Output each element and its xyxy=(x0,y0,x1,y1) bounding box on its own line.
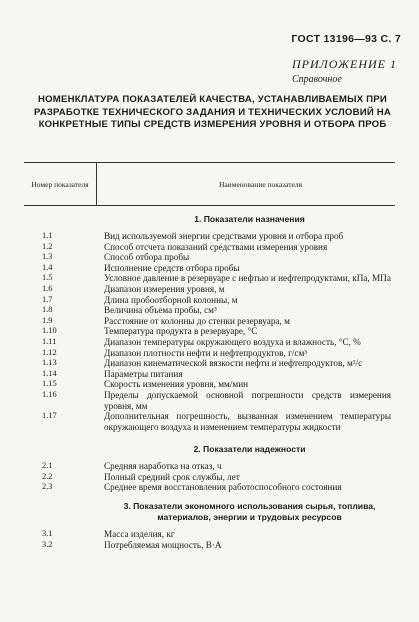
standard-code: ГОСТ 13196—93 С. 7 xyxy=(291,33,401,45)
indicator-number: 1.13 xyxy=(42,358,57,368)
indicator-number: 2.1 xyxy=(42,461,53,471)
appendix-type: Справочное xyxy=(292,74,342,85)
indicator-number: 2.2 xyxy=(42,471,53,481)
table-row xyxy=(24,242,395,253)
table-row xyxy=(24,231,395,242)
indicator-number: 1.15 xyxy=(42,379,57,389)
indicator-name: Пределы допускаемой основной погрешности средств измерения уровня, мм xyxy=(104,389,391,411)
header-name: Наименование показателя xyxy=(218,179,303,189)
table-row xyxy=(24,295,395,306)
table-row xyxy=(24,472,395,483)
document-title: НОМЕНКЛАТУРА ПОКАЗАТЕЛЕЙ КАЧЕСТВА, УСТАНАВЛИВАЕМЫХ ПРИ РАЗРАБОТКЕ ТЕХНИЧЕСКОГО ЗАДАНИЯ И ТЕХНИЧЕСКИХ УСЛОВИЙ НА КОНКРЕТНЫЕ ТИПЫ СРЕДСТВ ИЗМЕРЕНИЯ УРОВНЯ И ОТБОРА ПРОБ xyxy=(33,94,392,130)
indicator-number: 1.9 xyxy=(42,315,53,325)
table-row xyxy=(24,390,395,411)
table-row xyxy=(24,529,395,540)
appendix-block xyxy=(292,57,397,85)
appendix-title: ПРИЛОЖЕНИЕ 1 xyxy=(292,57,397,71)
table-row xyxy=(24,461,395,472)
indicator-number: 1.10 xyxy=(42,326,57,336)
indicator-number: 3.2 xyxy=(42,539,53,549)
indicator-name: Среднее время восстановления работоспособного состояния xyxy=(104,482,342,493)
section-title: 2. Показатели надежности xyxy=(193,444,306,455)
indicator-name: Диапазон измерения уровня, м xyxy=(104,283,225,294)
indicator-name: Исполнение средств отбора пробы xyxy=(104,262,240,273)
table-row xyxy=(24,348,395,359)
table-row xyxy=(24,337,395,348)
indicator-name: Средняя наработка на отказ, ч xyxy=(104,461,222,472)
indicator-name: Параметры питания xyxy=(104,368,183,379)
indicator-number: 1.11 xyxy=(42,336,57,346)
table-row xyxy=(24,263,395,274)
table-row xyxy=(24,482,395,493)
indicator-number: 1.3 xyxy=(42,252,53,262)
indicator-number: 1.16 xyxy=(42,389,57,399)
indicator-number: 1.2 xyxy=(42,241,53,251)
indicator-name: Скорость изменения уровня, мм/мин xyxy=(104,379,249,390)
indicator-number: 3.1 xyxy=(42,529,53,539)
indicator-name: Диапазон кинематической вязкости нефти и нефтепродуктов, м²/с xyxy=(104,358,363,369)
section-title: 3. Показатели экономного использования сырья, топлива, материалов, энергии и трудовых ресурсов xyxy=(123,501,376,523)
indicator-name: Полный средний срок службы, лет xyxy=(104,471,240,482)
table-row xyxy=(24,379,395,390)
table-row xyxy=(24,316,395,327)
indicator-number: 1.5 xyxy=(42,273,53,283)
table-row xyxy=(24,284,395,295)
table-row xyxy=(24,358,395,369)
indicator-name: Дополнительная погрешность, вызванная изменением температуры окружающего воздуха и изменением температуры жидкости xyxy=(104,411,391,432)
indicator-name: Способ отбора пробы xyxy=(104,252,190,263)
header-number: Номер показателя xyxy=(31,179,89,189)
section-title: 1. Показатели назначения xyxy=(194,214,305,224)
indicator-name: Длина пробоотборной колонны, м xyxy=(104,294,238,305)
indicator-name: Диапазон плотности нефти и нефтепродуктов, г/см³ xyxy=(104,347,308,358)
indicator-name: Величина объема пробы, см³ xyxy=(104,305,217,316)
indicators-table xyxy=(24,162,395,550)
table-row xyxy=(24,252,395,263)
indicator-number: 2.3 xyxy=(42,482,53,492)
indicator-name: Температура продукта в резервуаре, °С xyxy=(104,326,258,337)
table-header-rule xyxy=(24,205,395,206)
table-body xyxy=(24,214,395,550)
table-row xyxy=(24,411,395,432)
table-row xyxy=(24,540,395,551)
indicator-number: 1.12 xyxy=(42,347,57,357)
indicator-number: 1.14 xyxy=(42,368,57,378)
indicator-name: Диапазон температуры окружающего воздуха и влажность, °С, % xyxy=(104,336,361,347)
table-header xyxy=(24,163,395,205)
table-row xyxy=(24,273,395,284)
indicator-number: 1.7 xyxy=(42,294,53,304)
indicator-name: Расстояние от колонны до стенки резервуара, м xyxy=(104,315,290,326)
indicator-number: 1.17 xyxy=(42,411,57,421)
indicator-name: Потребляемая мощность, В·А xyxy=(104,539,222,550)
table-row xyxy=(24,305,395,316)
indicator-name: Вид используемой энергии средствами уровня и отбора проб xyxy=(104,231,344,241)
indicator-name: Способ отсчета показаний средствами измерения уровня xyxy=(104,241,328,252)
indicator-number: 1.1 xyxy=(42,231,53,240)
indicator-name: Масса изделия, кг xyxy=(104,529,175,540)
indicator-number: 1.4 xyxy=(42,262,53,272)
table-row xyxy=(24,369,395,380)
table-row xyxy=(24,326,395,337)
header-divider xyxy=(96,163,97,206)
indicator-number: 1.6 xyxy=(42,283,53,293)
indicator-number: 1.8 xyxy=(42,305,53,315)
indicator-name: Условное давление в резервуаре с нефтью и нефтепродуктами, кПа, МПа xyxy=(104,273,391,284)
